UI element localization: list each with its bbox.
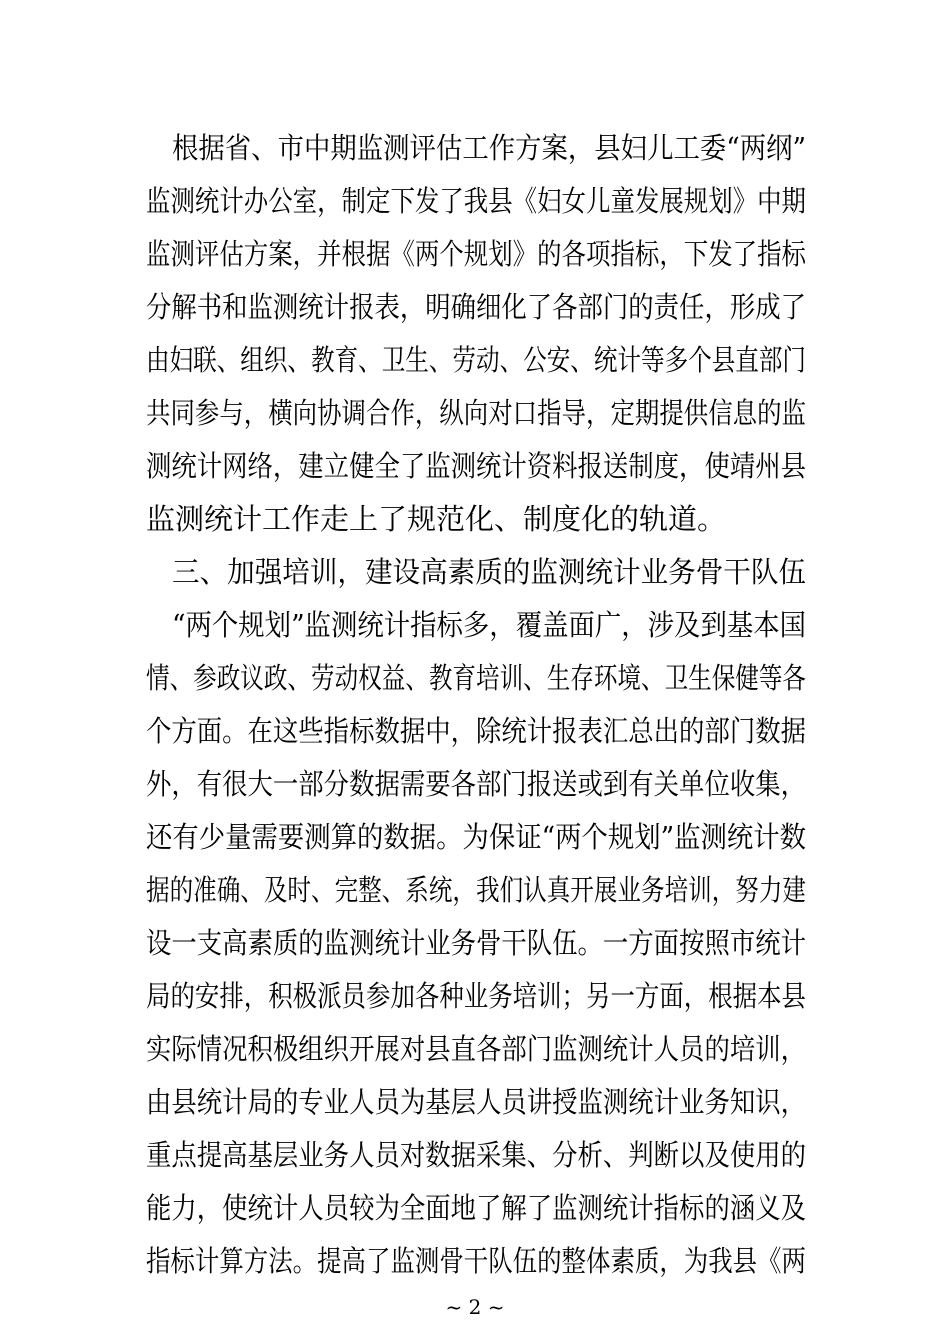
page-number: ~ 2 ~ <box>445 1295 505 1319</box>
line-text: 由县统计局的专业人员为基层人员讲授监测统计业务知识， <box>146 1085 806 1119</box>
line-text: 测统计网络，建立健全了监测统计资料报送制度，使靖州县 <box>146 449 806 483</box>
line-text: 能力，使统计人员较为全面地了解了监测统计指标的涵义及 <box>146 1191 806 1225</box>
text-line <box>0 1132 950 1178</box>
text-line <box>0 178 950 224</box>
text-line <box>0 761 950 807</box>
line-text: 情、参政议政、劳动权益、教育培训、生存环境、卫生保健等各 <box>146 661 807 695</box>
text-line <box>0 1079 950 1125</box>
line-text: 据的准确、及时、完整、系统，我们认真开展业务培训，努力建 <box>146 873 807 907</box>
line-text: 个方面。在这些指标数据中，除统计报表汇总出的部门数据 <box>146 714 806 748</box>
text-line <box>0 708 950 754</box>
line-text: 实际情况积极组织开展对县直各部门监测统计人员的培训， <box>146 1032 806 1066</box>
section-heading <box>0 549 950 595</box>
line-text: 局的安排，积极派员参加各种业务培训；另一方面，根据本县 <box>146 979 807 1013</box>
line-text: 还有少量需要测算的数据。为保证“两个规划”监测统计数 <box>146 820 806 854</box>
line-text: 监测评估方案，并根据《两个规划》的各项指标，下发了指标 <box>146 237 807 271</box>
line-text: 指标计算方法。提高了监测骨干队伍的整体素质，为我县《两 <box>146 1244 807 1278</box>
line-text: 监测统计办公室，制定下发了我县《妇女儿童发展规划》中期 <box>146 184 807 218</box>
text-line <box>0 1026 950 1072</box>
text-line <box>0 284 950 330</box>
text-line <box>0 125 950 171</box>
text-line <box>0 867 950 913</box>
line-text: 设一支高素质的监测统计业务骨干队伍。一方面按照市统计 <box>146 926 806 960</box>
line-text: 分解书和监测统计报表，明确细化了各部门的责任，形成了 <box>146 290 806 324</box>
line-text: 共同参与，横向协调合作，纵向对口指导，定期提供信息的监 <box>146 396 807 430</box>
text-line <box>0 443 950 489</box>
text-line <box>0 1185 950 1231</box>
line-text: 外，有很大一部分数据需要各部门报送或到有关单位收集， <box>146 767 806 801</box>
line-text: 监测统计工作走上了规范化、制度化的轨道。 <box>146 502 727 536</box>
line-text: “两个规划”监测统计指标多，覆盖面广，涉及到基本国 <box>172 608 807 642</box>
text-line <box>0 973 950 1019</box>
text-line <box>0 496 950 542</box>
line-text: 由妇联、组织、教育、卫生、劳动、公安、统计等多个县直部门 <box>146 343 807 377</box>
text-line <box>0 602 950 648</box>
text-line <box>0 231 950 277</box>
text-line <box>0 1238 950 1284</box>
text-line <box>0 814 950 860</box>
line-text: 根据省、市中期监测评估工作方案，县妇儿工委“两纲” <box>172 131 807 165</box>
text-line <box>0 337 950 383</box>
text-line <box>0 920 950 966</box>
text-line <box>0 390 950 436</box>
line-text: 重点提高基层业务人员对数据采集、分析、判断以及使用的 <box>146 1138 806 1172</box>
text-line <box>0 655 950 701</box>
heading-text: 三、加强培训，建设高素质的监测统计业务骨干队伍 <box>172 555 806 589</box>
